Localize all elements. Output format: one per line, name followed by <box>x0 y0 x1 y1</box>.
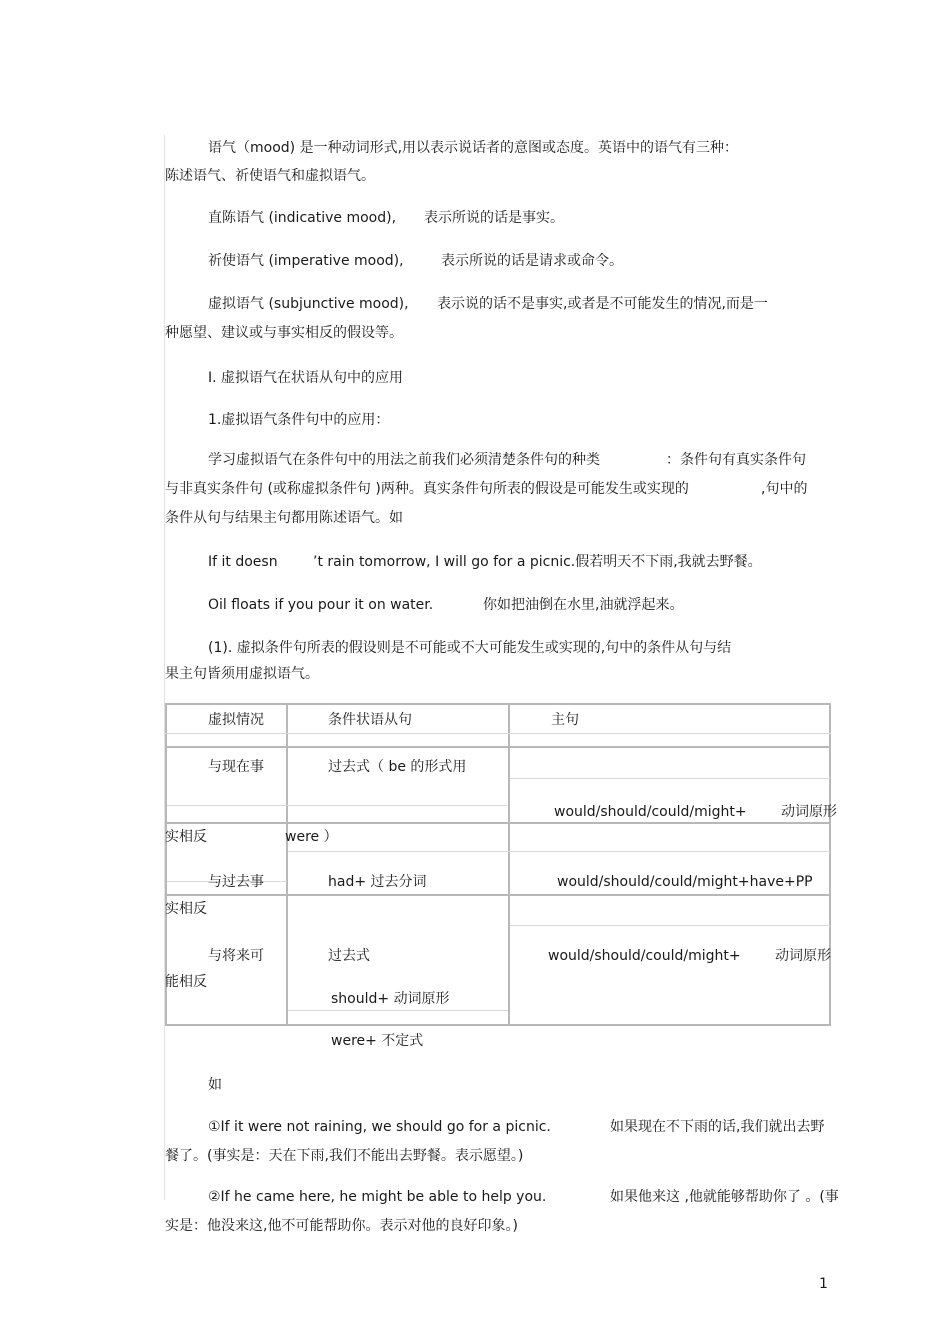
present-main-en: would/should/could/might+ <box>554 804 747 820</box>
future-main-en: would/should/could/might+ <box>548 948 741 964</box>
section-title: I. 虚拟语气在状语从句中的应用 <box>208 370 404 386</box>
point1-line-2: 果主句皆须用虚拟语气。 <box>165 666 319 682</box>
page-number: 1 <box>819 1276 828 1292</box>
point1-line-1: (1). 虚拟条件句所表的假设则是不可能或不大可能发生或实现的,句中的条件从句与结 <box>208 640 732 656</box>
para-line-2b: ,句中的 <box>761 481 808 497</box>
intro-line-1: 语气（mood) 是一种动词形式,用以表示说话者的意图或态度。英语中的语气有三种： <box>208 140 739 156</box>
past-main: would/should/could/might+have+PP <box>557 874 813 890</box>
table-header-clause: 条件状语从句 <box>328 712 412 728</box>
example-real-1b: ’t rain tomorrow, I will go for a picnic.假若明天不下雨,我就去野餐。 <box>313 554 762 570</box>
future-case-1: 与将来可 <box>208 948 264 964</box>
para-line-2a: 与非真实条件句 (或称虚拟条件句 )两种。真实条件句所表的假设是可能发生或实现的 <box>165 481 689 497</box>
para-line-1a: 学习虚拟语气在条件句中的用法之前我们必须清楚条件句的种类 <box>208 452 600 468</box>
subjunctive-desc-1: 表示说的话不是事实,或者是不可能发生的情况,而是一 <box>437 296 768 312</box>
example-unreal-2-zh: 如果他来这 ,他就能够帮助你了 。(事 <box>610 1189 839 1205</box>
past-case-2: 实相反 <box>165 901 207 917</box>
example-real-1a: If it doesn <box>208 554 278 570</box>
indicative-desc: 表示所说的话是事实。 <box>424 210 564 226</box>
example-unreal-1-zh2: 餐了。(事实是：天在下雨,我们不能出去野餐。表示愿望。) <box>165 1148 524 1164</box>
intro-line-2: 陈述语气、祈使语气和虚拟语气。 <box>165 168 375 184</box>
subjunctive-desc-2: 种愿望、建议或与事实相反的假设等。 <box>165 325 403 341</box>
table-header-main: 主句 <box>551 712 579 728</box>
indicative-label: 直陈语气 (indicative mood), <box>208 210 397 226</box>
ru-label: 如 <box>208 1077 222 1093</box>
para-line-1b: ：条件句有真实条件句 <box>666 452 806 468</box>
table-header-case: 虚拟情况 <box>208 712 264 728</box>
future-clause-3: were+ 不定式 <box>331 1033 424 1049</box>
past-clause: had+ 过去分词 <box>328 874 427 890</box>
subsection-title: 1.虚拟语气条件句中的应用： <box>208 412 390 428</box>
subjunctive-label: 虚拟语气 (subjunctive mood), <box>208 296 409 312</box>
example-unreal-2-en: ②If he came here, he might be able to help you. <box>208 1189 547 1205</box>
present-clause-2: were ） <box>285 829 338 845</box>
example-real-2-en: Oil floats if you pour it on water. <box>208 597 434 613</box>
future-clause-1: 过去式 <box>328 948 370 964</box>
example-unreal-1-en: ①If it were not raining, we should go for a picnic. <box>208 1119 551 1135</box>
present-main-zh: 动词原形 <box>781 804 837 820</box>
future-clause-2: should+ 动词原形 <box>331 991 450 1007</box>
future-main-zh: 动词原形 <box>775 948 831 964</box>
present-case-2: 实相反 <box>165 829 207 845</box>
example-real-2-zh: 你如把油倒在水里,油就浮起来。 <box>483 597 684 613</box>
example-unreal-2-zh2: 实是：他没来这,他不可能帮助你。表示对他的良好印象。) <box>165 1218 518 1234</box>
past-case-1: 与过去事 <box>208 874 264 890</box>
future-case-2: 能相反 <box>165 974 207 990</box>
imperative-desc: 表示所说的话是请求或命令。 <box>441 253 623 269</box>
para-line-3: 条件从句与结果主句都用陈述语气。如 <box>165 510 403 526</box>
present-case-1: 与现在事 <box>208 759 264 775</box>
imperative-label: 祈使语气 (imperative mood), <box>208 253 404 269</box>
example-unreal-1-zh: 如果现在不下雨的话,我们就出去野 <box>610 1119 825 1135</box>
present-clause-1: 过去式（ be 的形式用 <box>328 759 467 775</box>
